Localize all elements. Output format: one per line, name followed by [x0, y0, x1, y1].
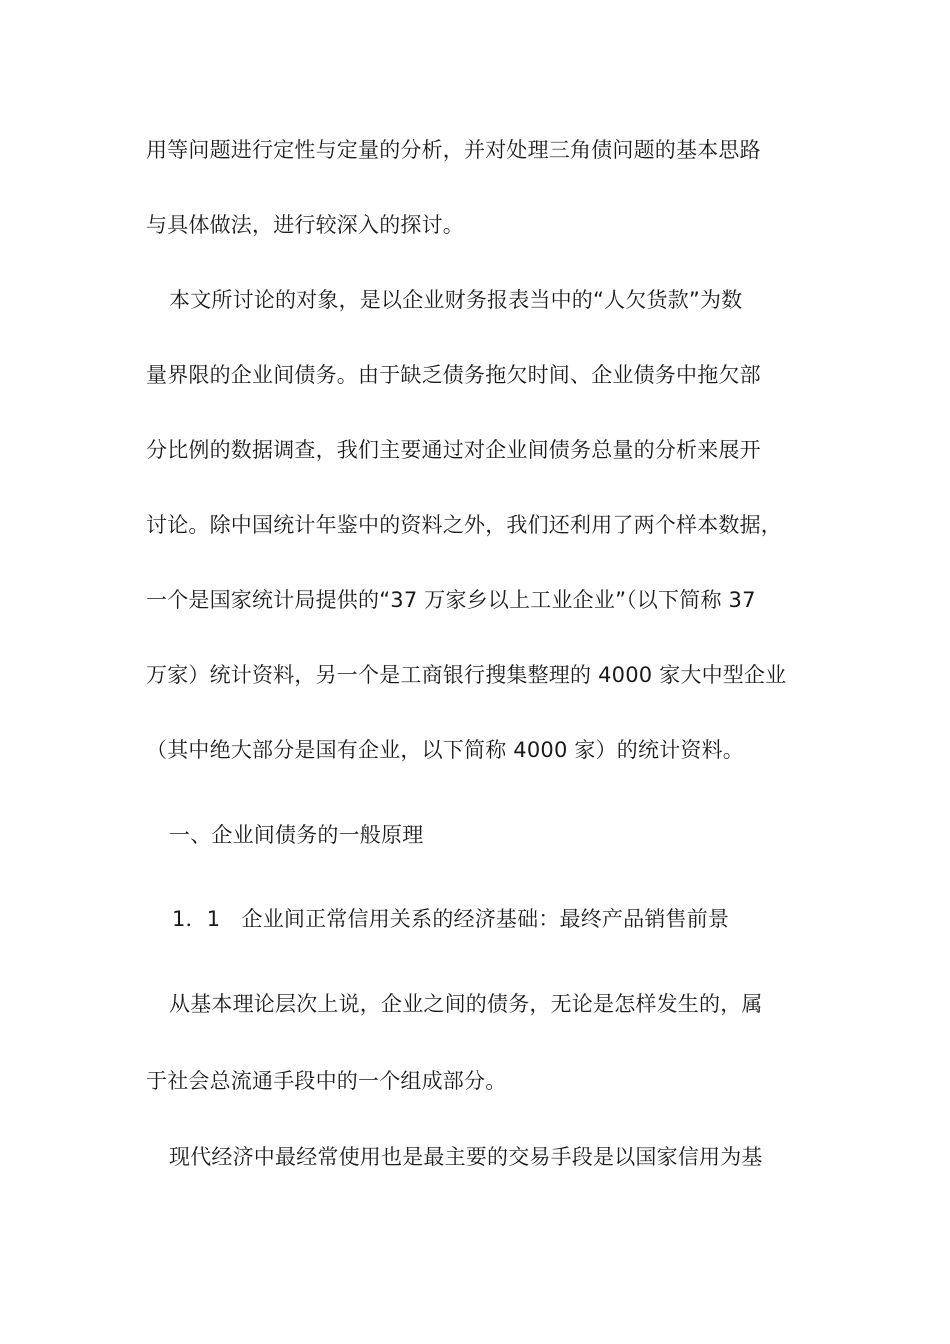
body-text-line: 于社会总流通手段中的一个组成部分。 — [146, 1069, 507, 1093]
body-text-line: （其中绝大部分是国有企业，以下简称 4000 家）的统计资料。 — [146, 738, 744, 762]
subsection-heading: 1．1 企业间正常信用关系的经济基础：最终产品销售前景 — [172, 907, 730, 931]
body-text-line: 与具体做法，进行较深入的探讨。 — [146, 213, 464, 237]
body-text-line: 一个是国家统计局提供的“37 万家乡以上工业企业”（以下简称 37 — [146, 588, 756, 612]
paragraph-first-line: 本文所讨论的对象，是以企业财务报表当中的“人欠货款”为数 — [169, 288, 743, 312]
body-text-line: 量界限的企业间债务。由于缺乏债务拖欠时间、企业债务中拖欠部 — [146, 363, 761, 387]
body-text-line: 用等问题进行定性与定量的分析，并对处理三角债问题的基本思路 — [146, 138, 761, 162]
paragraph-first-line: 从基本理论层次上说，企业之间的债务，无论是怎样发生的，属 — [169, 992, 763, 1016]
body-text-line: 万家）统计资料，另一个是工商银行搜集整理的 4000 家大中型企业 — [146, 663, 787, 687]
paragraph-first-line: 现代经济中最经常使用也是最主要的交易手段是以国家信用为基 — [169, 1145, 763, 1169]
section-heading: 一、企业间债务的一般原理 — [169, 823, 424, 847]
body-text-line: 讨论。除中国统计年鉴中的资料之外，我们还利用了两个样本数据， — [146, 513, 782, 537]
body-text-line: 分比例的数据调查，我们主要通过对企业间债务总量的分析来展开 — [146, 438, 761, 462]
